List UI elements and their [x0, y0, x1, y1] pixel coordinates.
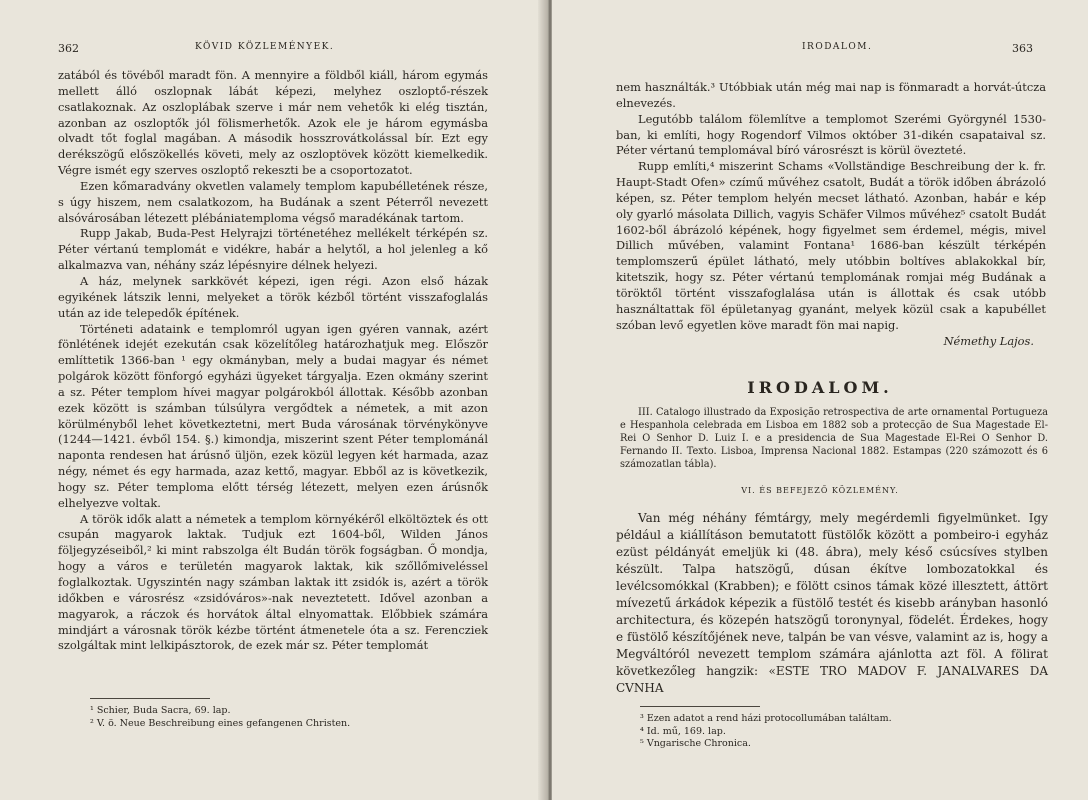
paragraph: Ezen kőmaradvány okvetlen valamely templom kapubélletének része, s úgy hiszem, nem csalatkozom, ha Budának a szent Péterről nevezett alsóvárosában létezett plébániatemploma végső maradékának tartom. [58, 178, 488, 225]
right-footnotes [640, 706, 1040, 751]
left-footnotes [90, 698, 490, 730]
subheading: VI. ÉS BEFEJEZŐ KÖZLEMÉNY. [741, 486, 899, 495]
paragraph: Rupp Jakab, Buda-Pest Helyrajzi történetéhez mellékelt térképén sz. Péter vértanú templomát e vidékre, habár a helytől, a hol jelenleg a kő alkalmazva van, néhány száz lépésnyire délnek helyezi. [58, 226, 488, 273]
author-signature: Némethy Lajos. [943, 333, 1034, 348]
catalog-entry [620, 406, 1048, 471]
right-page-number: 363 [1012, 42, 1033, 55]
footnote: ² V. ö. Neue Beschreibung eines gefangenen Christen. [90, 717, 351, 729]
footnote-rule [90, 698, 210, 699]
footnote: ¹ Schier, Buda Sacra, 69. lap. [90, 705, 231, 716]
paragraph: A török idők alatt a németek a templom környékéről elköltöztek és ott csupán magyarok laktak. Tudjuk ezt 1604-ből, Wilden János följegyzéseiből,² ki mint rabszolga élt Budán török fogságban. Ő mondja, hogy a város e területén magyarok laktak, kik szőllőmiveléssel foglalkoztak. Ugyszintén nagy számban laktak itt zsidók is, azért a török időkben e városrész «zsidóváros»-nak neveztetett. Idővel azonban a magyarok, a ráczok és horvátok által elnyomattak. Előbbiek számára mindjárt a városnak török kézbe történt átmenetele óta a sz. Ferencziek szolgáltak mint lelkipásztorok, de ezek már sz. Péter templomát [58, 511, 488, 653]
paragraph: Történeti adataink e templomról ugyan igen gyéren vannak, azért fönlétének idejét ezekután csak közelítőleg határozhatjuk meg. Először említtetik 1366-ban ¹ egy okmányban, mely a budai magyar és német polgárok között fönforgó egyházi ügyeket tárgyalja. Ezen okmány szerint a sz. Péter templom hívei magyar polgárokból állottak. Később azonban ezek között is számban túlsúlyra vergődtek a németek, a mit azon körülményből lehet következtetni, mert Buda városának törvénykönyve (1244—1421. évből 154. §.) kimondja, miszerint szent Péter templománál naponta rendesen hat árúsnő üljön, ezek közül legyen két harmada, azaz négy, német és egy harmada, azaz kettő, magyar. Ebből az is következik, hogy sz. Péter temploma előtt térség létezett, melyen ezen árúsnők elhelyezve voltak. [58, 321, 488, 510]
paragraph: nem használták.³ Utóbbiak után még mai nap is fönmaradt a horvát-útcza elnevezés. [616, 80, 1046, 110]
paragraph: A ház, melynek sarkkövét képezi, igen régi. Azon első házak egyikének látszik lenni, melyeket a török kézből történt visszafoglalás után az ide telepedők építének. [58, 273, 488, 320]
right-body-2 [616, 510, 1048, 697]
section-title: IRODALOM. [747, 378, 893, 397]
paragraph: Rupp említi,⁴ miszerint Schams «Vollständige Beschreibung der k. fr. Haupt-Stadt Ofen» czímű művéhez csatolt, Budát a török időben ábrázoló képen, sz. Péter templom helyén mecset látható. Azonban, habár e kép oly gyarló másolata Dillich, vagyis Schäfer Vilmos művéhez⁵ csatolt Budát 1602-ből ábrázoló képének, hogy figyelmet sem érdemel, mégis, mivel Dillich művében, valamint Fontana¹ 1686-ban készült térképén templomszerű épület látható, mely utóbbin boltíves ablakokkal bír, kitetszik, hogy sz. Péter vértanú templomának romjai még Budának a töröktől történt visszafoglalása után is állottak és csak utóbb használtattak föl épületanyag gyanánt, melyek közül csak a kapubéllet szóban levő egyetlen köve maradt fön mai napig. [616, 159, 1046, 332]
footnote: ⁵ Vngarische Chronica. [640, 738, 751, 749]
left-running-head: KÖVID KÖZLEMÉNYEK. [195, 42, 335, 52]
left-body [58, 68, 488, 654]
paragraph: Van még néhány fémtárgy, mely megérdemli figyelmünket. Igy például a kiállításon bemutatott füstölők között a pombeiro-i egyház ezüst példányát emeljük ki (48. ábra), mely késő csúcsíves stylben készült. Talpa hatszögű, dúsan ékítve lombozatokkal és levélcsomókkal (Krabben); e fölött csinos támak közé illesztett, áttört mívezetű árkádok képezik a füstölő testét és kisebb arányban hasonló architectura, és közepén hatszögű toronynyal, födelét. Érdekes, hogy e füstölő készítőjének neve, talpán be van vésve, valamint az is, hogy a Megváltóról nevezett templom számára ajánlotta azt föl. A fölirat következőleg hangzik: «ESTE TRO MADOV F. JANALVARES DA CVNHA [616, 511, 1048, 695]
footnote-rule [640, 706, 760, 707]
footnote: ³ Ezen adatot a rend házi protocollumában találtam. [640, 713, 892, 724]
right-body [616, 80, 1046, 349]
paragraph: Legutóbb találom fölemlítve a templomot Szerémi Györgynél 1530-ban, ki említi, hogy Rogendorf Vilmos október 31-dikén csapataival sz. Péter vértanú templomával bíró városrészt is körül övezteté. [616, 111, 1046, 158]
right-running-head: IRODALOM. [802, 42, 873, 52]
footnote: ⁴ Id. mű, 169. lap. [640, 725, 726, 737]
left-page-number: 362 [58, 42, 79, 55]
catalog-text: III. Catalogo illustrado da Exposição retrospectiva de arte ornamental Portugueza e Hespanhola celebrada em Lisboa em 1882 sob a protecção de Sua Magestade El-Rei O Senhor D. Luiz I. e a presidencia de Sua Magestade El-Rei O Senhor D. Fernando II. Texto. Lisboa, Imprensa Nacional 1882. Estampas (220 számozott és 6 számozatlan tábla). [620, 407, 1048, 470]
paragraph: zatából és tövéből maradt fön. A mennyire a földből kiáll, három egymás mellett álló oszlopnak lábát képezi, melyhez oszloptő-részek csatlakoznak. Az oszloplábak szerve i már nem vehetők ki elég tisztán, azonban az oszloptők jól fölismerhetők. Azok ele je három egymásba olvadt tőt foglal magában. A második hosszrovátkolással bír. Ezt egy derékszögű előszökellés követi, mely az oszloptövek között kiemelkedik. Végre ismét egy szerves oszloptő rekeszti be a csoportozatot. [58, 68, 488, 178]
